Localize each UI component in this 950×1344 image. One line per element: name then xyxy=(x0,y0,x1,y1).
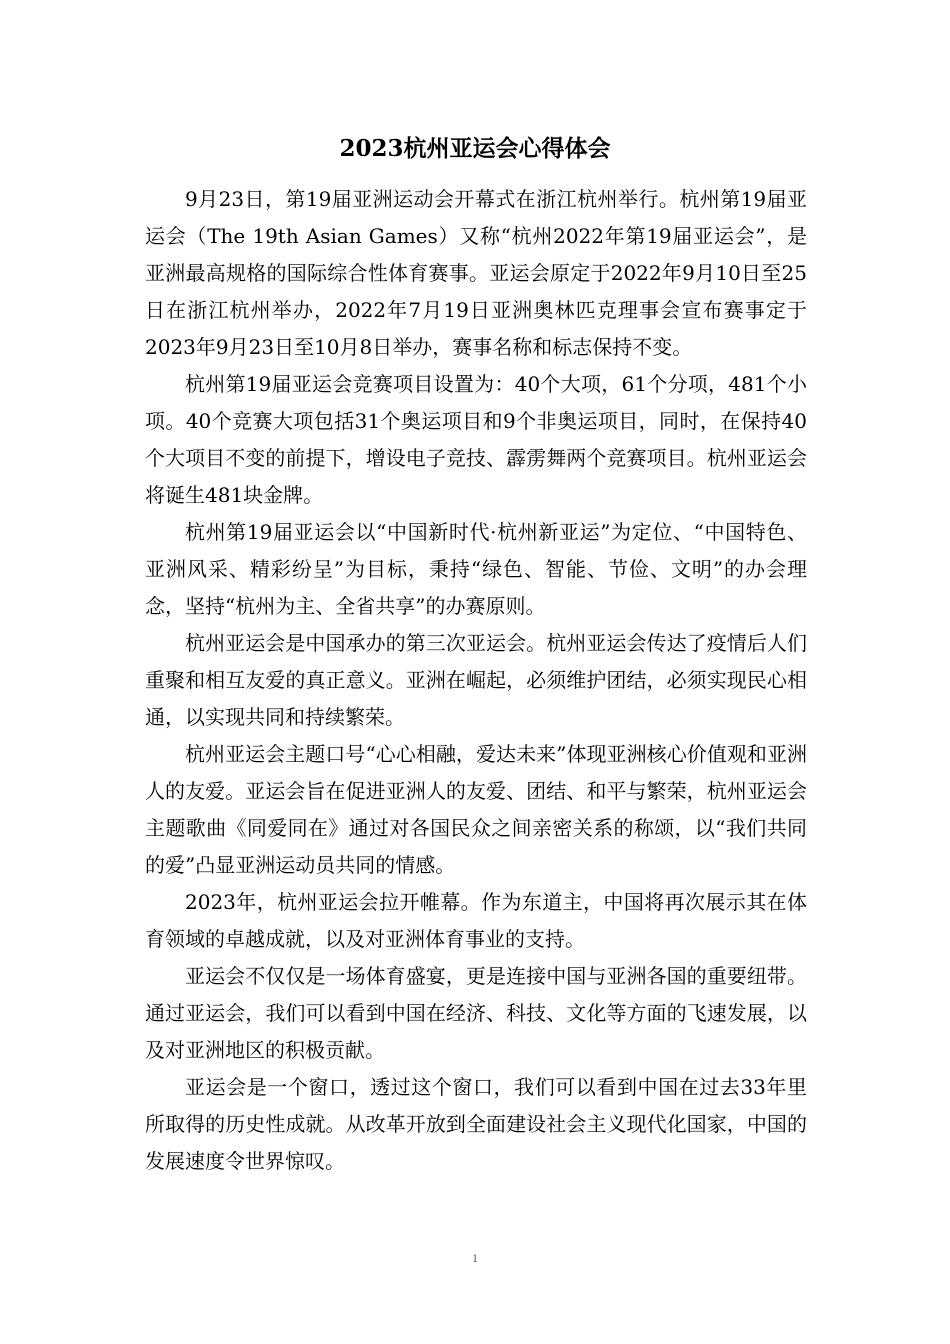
document-title: 2023杭州亚运会心得体会 xyxy=(339,135,611,162)
paragraph: 杭州亚运会是中国承办的第三次亚运会。杭州亚运会传达了疫情后人们重聚和相互友爱的真正意义。亚洲在崛起，必须维护团结，必须实现民心相通，以实现共同和持续繁荣。 xyxy=(145,631,807,729)
paragraph: 杭州亚运会主题口号“心心相融，爱达未来”体现亚洲核心价值观和亚洲人的友爱。亚运会旨在促进亚洲人的友爱、团结、和平与繁荣，杭州亚运会主题歌曲《同爱同在》通过对各国民众之间亲密关系的称颂，以“我们共同的爱”凸显亚洲运动员共同的情感。 xyxy=(145,742,807,877)
paragraph: 2023年，杭州亚运会拉开帷幕。作为东道主，中国将再次展示其在体育领域的卓越成就，以及对亚洲体育事业的支持。 xyxy=(145,890,807,951)
paragraph: 杭州第19届亚运会竞赛项目设置为：40个大项，61个分项，481个小项。40个竞赛大项包括31个奥运项目和9个非奥运项目，同时，在保持40个大项目不变的前提下，增设电子竞技、霹雳舞两个竞赛项目。杭州亚运会将诞生481块金牌。 xyxy=(145,372,807,507)
paragraph: 9月23日，第19届亚洲运动会开幕式在浙江杭州举行。杭州第19届亚运会（The 19th Asian Games）又称“杭州2022年第19届亚运会”，是亚洲最高规格的国际综合性体育赛事。亚运会原定于2022年9月10日至25日在浙江杭州举办，2022年7月19日亚洲奥林匹克理事会宣布赛事定于2023年9月23日至10月8日举办，赛事名称和标志保持不变。 xyxy=(145,187,807,359)
paragraph: 杭州第19届亚运会以“中国新时代·杭州新亚运”为定位、“中国特色、亚洲风采、精彩纷呈”为目标，秉持“绿色、智能、节俭、文明”的办会理念，坚持“杭州为主、全省共享”的办赛原则。 xyxy=(145,520,807,618)
paragraph: 亚运会不仅仅是一场体育盛宴，更是连接中国与亚洲各国的重要纽带。通过亚运会，我们可以看到中国在经济、科技、文化等方面的飞速发展，以及对亚洲地区的积极贡献。 xyxy=(145,964,807,1062)
document-body xyxy=(145,181,807,1180)
page-number: 1 xyxy=(472,1251,478,1265)
paragraph: 亚运会是一个窗口，透过这个窗口，我们可以看到中国在过去33年里所取得的历史性成就。从改革开放到全面建设社会主义现代化国家，中国的发展速度令世界惊叹。 xyxy=(145,1075,807,1173)
